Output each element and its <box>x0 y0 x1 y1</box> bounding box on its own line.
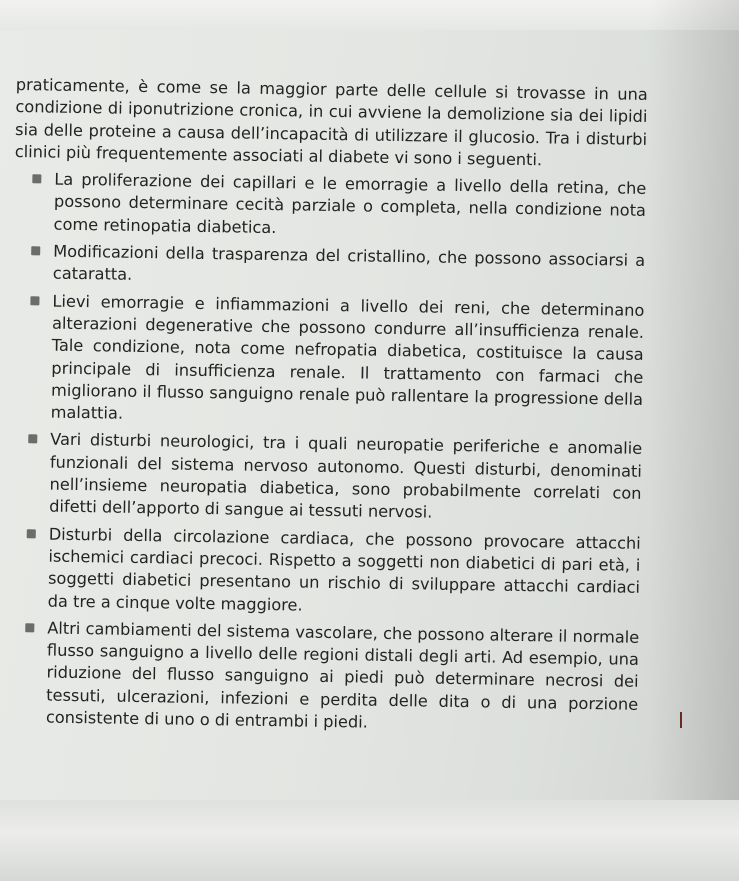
page-top-edge <box>0 0 739 30</box>
list-item <box>13 240 646 295</box>
page-bottom-fold <box>0 800 739 881</box>
list-item <box>13 168 646 245</box>
list-item-text: Disturbi della circolazione cardiaca, che possono provocare attacchi ischemici cardiaci precoci. Rispetto a soggetti non diabetici di pari età, i soggetti diabetici presentano un rischio di sviluppare attacchi cardiaci da tre a cinque volte maggiore. <box>47 524 641 615</box>
body-text <box>6 74 648 743</box>
list-item <box>9 428 642 527</box>
list-item-text: Altri cambiamenti del sistema vascolare, che possono alterare il normale flusso sanguigno a livello delle regioni distali degli arti. Ad esempio, una riduzione del flusso sanguigno ai piedi può determinare necrosi dei tessuti, ulcerazioni, infezioni e perdita delle dita o di una porzione consistente di uno o di entrambi i piedi. <box>45 618 640 732</box>
square-bullet-icon <box>32 174 41 183</box>
bullet-list <box>6 168 647 738</box>
page-shadow <box>649 0 739 881</box>
list-item <box>11 290 645 434</box>
list-item <box>8 523 641 622</box>
square-bullet-icon <box>25 623 34 632</box>
square-bullet-icon <box>27 529 36 538</box>
square-bullet-icon <box>28 435 37 444</box>
list-item-text: La proliferazione dei capillari e le emorragie a livello della retina, che possono determinare cecità parziale o completa, nella condizione nota come retinopatia diabetica. <box>53 169 647 237</box>
square-bullet-icon <box>30 296 39 305</box>
intro-paragraph: praticamente, è come se la maggior parte delle cellule si trovasse in una condizione di iponutrizione cronica, in cui avviene la demolizione sia dei lipidi sia delle proteine a causa dell’incapacità di utilizzare il glucosio. Tra i disturbi clinici più frequentemente associati al diabete vi sono i seguenti. <box>14 74 648 170</box>
pen-mark <box>680 712 682 728</box>
list-item-text: Vari disturbi neurologici, tra i quali neuropatie periferiche e anomalie funzionali del sistema nervoso autonomo. Questi disturbi, denominati nell’insieme neuropatia diabetica, sono probabilmente correlati con difetti dell’apporto di sangue ai tessuti nervosi. <box>49 430 643 522</box>
square-bullet-icon <box>31 246 40 255</box>
list-item-text: Modificazioni della trasparenza del cristallino, che possono associarsi a cataratta. <box>52 241 646 285</box>
list-item <box>6 617 640 738</box>
list-item-text: Lievi emorragie e infiammazioni a livello dei reni, che determinano alterazioni degenerative che possono condurre all’insufficienza renale. Tale condizione, nota come nefropatia diabetica, costituisce la causa principale di insufficienza renale. Il trattamento con farmaci che migliorano il flusso sanguigno renale può rallentare la progressione della malattia. <box>50 291 645 423</box>
